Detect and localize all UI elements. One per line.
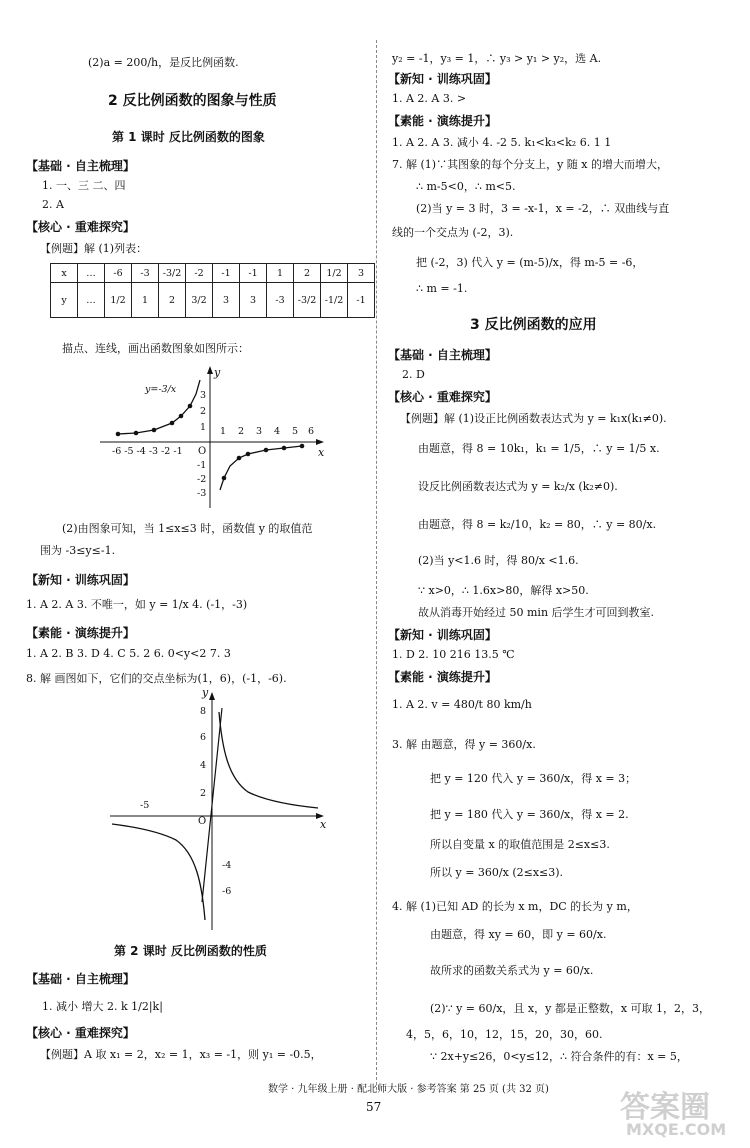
table-cell: …: [78, 264, 105, 283]
section-xinzhi-r2: 【新知 · 训练巩固】: [388, 628, 497, 642]
q7-line4: 线的一个交点为 (-2，3).: [392, 226, 514, 239]
table-y-header: y: [51, 283, 78, 318]
graph1-y-tick: 1: [200, 422, 207, 433]
curve-branch-4: [220, 446, 302, 490]
xinzhi-answers-r: 1. A 2. A 3. >: [392, 92, 467, 105]
section-xinzhi-r: 【新知 · 训练巩固】: [388, 72, 497, 86]
q4-line6: ∵ 2x+y≤26，0<y≤12，∴ 符合条件的有：x = 5，: [430, 1050, 688, 1063]
jichu-answer-2: 2. A: [42, 198, 64, 211]
example-r-line1: 【例题】解 (1)设正比例函数表达式为 y = k₁x(k₁≠0).: [400, 412, 667, 425]
graph1-origin: O: [198, 446, 207, 457]
q7-line3: (2)当 y = 3 时，3 = -x-1，x = -2，∴ 双曲线与直: [416, 202, 670, 215]
section-hexin: 【核心 · 重难探究】: [26, 220, 135, 234]
table-cell: 2: [159, 283, 186, 318]
jichu-answer-1: 1. 一、三 二、四: [42, 179, 126, 192]
example-r-line4: 由题意，得 8 = k₂/10，k₂ = 80，∴ y = 80/x.: [418, 518, 657, 531]
period1-title: 第 1 课时 反比例函数的图象: [112, 130, 265, 144]
graph2-y-tick: 6: [200, 732, 207, 743]
table-cell: -1/2: [321, 283, 348, 318]
example-r-line2: 由题意，得 8 = 10k₁，k₁ = 1/5，∴ y = 1/5 x.: [418, 442, 660, 455]
prev-item: (2)a = 200/h，是反比例函数.: [88, 56, 239, 69]
table-cell: -3/2: [294, 283, 321, 318]
q4-line4: (2)∵ y = 60/x，且 x，y 都是正整数，x 可取 1，2，3，: [430, 1002, 711, 1015]
graph2-y-tick: 2: [200, 788, 207, 799]
q7-line6: ∴ m = -1.: [416, 282, 468, 295]
curve-branch-1: [219, 712, 318, 808]
xinzhi-answers: 1. A 2. A 3. 不唯一，如 y = 1/x 4. (-1，-3): [26, 598, 248, 611]
answer2-line2: 围为 -3≤y≤-1.: [40, 544, 116, 557]
continuation-line: y₂ = -1，y₃ = 1，∴ y₃ > y₁ > y₂，选 A.: [392, 52, 602, 65]
graph1-y-tick: -3: [197, 488, 207, 499]
graph1-x-tick: 5: [292, 426, 299, 437]
graph2-y-tick: -6: [222, 886, 232, 897]
table-cell: 3: [348, 264, 375, 283]
answer2-line1: (2)由图象可知，当 1≤x≤3 时，函数值 y 的取值范: [62, 522, 313, 535]
section-jichu-r: 【基础 · 自主梳理】: [388, 348, 497, 362]
example-r-line7: 故从消毒开始经过 50 min 后学生才可回到教室.: [418, 606, 655, 619]
suneng-answers: 1. A 2. B 3. D 4. C 5. 2 6. 0<y<2 7. 3: [26, 647, 231, 660]
q7-line1: 7. 解 (1)∵其图象的每个分支上，y 随 x 的增大而增大，: [392, 158, 668, 171]
section-hexin-2: 【核心 · 重难探究】: [26, 1026, 135, 1040]
table-cell: 1/2: [105, 283, 132, 318]
table-cell: 1/2: [321, 264, 348, 283]
period2-title: 第 2 课时 反比例函数的性质: [114, 944, 267, 958]
jichu-answer-r: 2. D: [402, 368, 425, 381]
example-r-line6: ∵ x>0，∴ 1.6x>80，解得 x>50.: [418, 584, 589, 597]
lesson3-title: 3 反比例函数的应用: [470, 317, 597, 333]
section-jichu-2: 【基础 · 自主梳理】: [26, 972, 135, 986]
graph2-origin: O: [198, 816, 207, 827]
graph2-y-tick: 8: [200, 706, 207, 717]
graph1-y-tick: -1: [197, 460, 207, 471]
curve-branch-3: [112, 824, 205, 920]
table-cell: -3: [132, 264, 159, 283]
table-cell: -1: [348, 283, 375, 318]
q7-line5: 把 (-2，3) 代入 y = (m-5)/x，得 m-5 = -6，: [416, 256, 644, 269]
graph1-x-ticks-neg: -6 -5 -4 -3 -2 -1: [112, 446, 183, 457]
y-axis-arrow: [207, 366, 213, 374]
section-suneng-r: 【素能 · 演练提升】: [388, 114, 497, 128]
table-cell: -1: [240, 264, 267, 283]
q7-line2: ∴ m-5<0，∴ m<5.: [416, 180, 516, 193]
graph1-y-tick: -2: [197, 474, 207, 485]
table-cell: -3: [267, 283, 294, 318]
suneng-answers-r: 1. A 2. A 3. 减小 4. -2 5. k₁<k₃<k₂ 6. 1 1: [392, 136, 612, 149]
graph1-x-label: x: [318, 446, 325, 459]
graph1-func-label: y=-3/x: [145, 384, 177, 395]
table-cell: 3/2: [186, 283, 213, 318]
table-cell: -2: [186, 264, 213, 283]
table-cell: -1: [213, 264, 240, 283]
q3-line4: 所以自变量 x 的取值范围是 2≤x≤3.: [430, 838, 610, 851]
lesson2-title: 2 反比例函数的图象与性质: [108, 93, 277, 109]
suneng2-line1: 1. A 2. v = 480/t 80 km/h: [392, 698, 532, 711]
graph1-y-label: y: [214, 366, 221, 379]
example-label: 【例题】解 (1)列表：: [40, 242, 148, 255]
graph1-y-tick: 3: [200, 390, 207, 401]
graph1-x-tick: 6: [308, 426, 315, 437]
section-suneng-r2: 【素能 · 演练提升】: [388, 670, 497, 684]
q3-line2: 把 y = 120 代入 y = 360/x，得 x = 3；: [430, 772, 637, 785]
table-cell: 2: [294, 264, 321, 283]
graph2-y-tick: -4: [222, 860, 232, 871]
section-hexin-r: 【核心 · 重难探究】: [388, 390, 497, 404]
watermark-logo: 答案圈: [620, 1090, 710, 1125]
graph2-y-label: y: [202, 686, 209, 699]
graph2-y-tick: 4: [200, 760, 207, 771]
section-xinzhi: 【新知 · 训练巩固】: [26, 573, 135, 587]
graph1-x-tick: 4: [274, 426, 281, 437]
column-divider: [376, 40, 377, 1090]
page-number: 57: [366, 1100, 382, 1114]
q3-line1: 3. 解 由题意，得 y = 360/x.: [392, 738, 536, 751]
y-axis-arrow: [209, 692, 215, 700]
q3-line3: 把 y = 180 代入 y = 360/x，得 x = 2.: [430, 808, 629, 821]
section-jichu: 【基础 · 自主梳理】: [26, 159, 135, 173]
graph-inverse-1: [96, 362, 332, 512]
section-suneng: 【素能 · 演练提升】: [26, 626, 135, 640]
table-cell: -3/2: [159, 264, 186, 283]
graph1-y-tick: 2: [200, 406, 207, 417]
watermark-url: MXQE.COM: [626, 1120, 727, 1139]
value-table: [50, 263, 375, 318]
graph2-x-tick: -5: [140, 800, 150, 811]
graph2-x-label: x: [320, 818, 327, 831]
graph1-x-tick: 2: [238, 426, 245, 437]
q4-line5: 4，5，6，10，12，15，20，30，60.: [406, 1028, 603, 1041]
footer-text: 数学 · 九年级上册 · 配北师大版 · 参考答案 第 25 页 (共 32 页): [268, 1084, 549, 1095]
table-cell: 3: [213, 283, 240, 318]
xinzhi2-answers: 1. D 2. 10 216 13.5 ℃: [392, 648, 515, 661]
graph1-x-tick: 3: [256, 426, 263, 437]
q4-line3: 故所求的函数关系式为 y = 60/x.: [430, 964, 594, 977]
question-8: 8. 解 画图如下，它们的交点坐标为(1，6)，(-1，-6).: [26, 672, 287, 685]
table-x-header: x: [51, 264, 78, 283]
table-cell: 1: [267, 264, 294, 283]
example2: 【例题】A 取 x₁ = 2，x₂ = 1，x₃ = -1，则 y₁ = -0.5，: [40, 1048, 322, 1061]
table-cell: 1: [132, 283, 159, 318]
q4-line2: 由题意，得 xy = 60，即 y = 60/x.: [430, 928, 607, 941]
graph1-x-tick: 1: [220, 426, 227, 437]
example-r-line3: 设反比例函数表达式为 y = k₂/x (k₂≠0).: [418, 480, 618, 493]
graph-intersection: [108, 688, 332, 934]
jichu2-answers: 1. 减小 增大 2. k 1/2|k|: [42, 1000, 163, 1013]
q3-line5: 所以 y = 360/x (2≤x≤3).: [430, 866, 564, 879]
table-cell: -6: [105, 264, 132, 283]
table-cell: …: [78, 283, 105, 318]
x-axis-arrow: [316, 439, 324, 445]
draw-text: 描点、连线，画出函数图象如图所示：: [62, 342, 249, 355]
q4-line1: 4. 解 (1)已知 AD 的长为 x m，DC 的长为 y m，: [392, 900, 638, 913]
example-r-line5: (2)当 y<1.6 时，得 80/x <1.6.: [418, 554, 579, 567]
table-cell: 3: [240, 283, 267, 318]
